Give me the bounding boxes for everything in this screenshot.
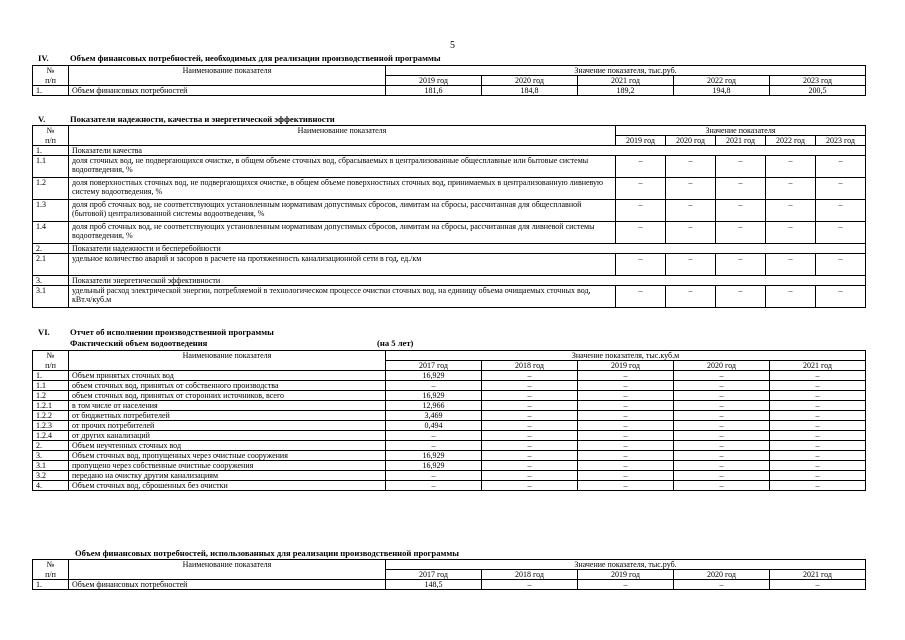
value-cell: – bbox=[578, 451, 674, 461]
value-cell: 16,929 bbox=[386, 461, 482, 471]
value-cell: – bbox=[770, 481, 866, 491]
year-header: 2023 год bbox=[816, 136, 866, 146]
value-cell: – bbox=[482, 580, 578, 590]
table-row bbox=[33, 254, 866, 276]
value-cell: – bbox=[770, 471, 866, 481]
indicator-name: Объем финансовых потребностей bbox=[69, 580, 386, 590]
value-cell: – bbox=[482, 411, 578, 421]
indicator-name: пропущено через собственные очистные сооружения bbox=[69, 461, 386, 471]
row-number: 1.2.3 bbox=[33, 421, 69, 431]
value-cell: – bbox=[386, 471, 482, 481]
value-cell: 16,929 bbox=[386, 371, 482, 381]
value-cell: – bbox=[716, 286, 766, 308]
row-number: 1.2.4 bbox=[33, 431, 69, 441]
col-num-header-2: п/п bbox=[33, 136, 69, 146]
section-4-heading bbox=[38, 53, 441, 63]
value-cell: – bbox=[674, 461, 770, 471]
value-cell: – bbox=[674, 431, 770, 441]
table-row bbox=[33, 156, 866, 178]
financial-used-table bbox=[32, 559, 866, 590]
row-number: 1. bbox=[33, 580, 69, 590]
value-cell: – bbox=[616, 254, 666, 276]
indicator-name: доля сточных вод, не подвергающихся очистке, в общем объеме сточных вод, сбрасываемых в централизованные общесплавные или бытовые системы водоотведения, % bbox=[69, 156, 616, 178]
value-cell: – bbox=[482, 481, 578, 491]
value-cell: – bbox=[674, 371, 770, 381]
table-row bbox=[33, 471, 866, 481]
value-cell: – bbox=[578, 381, 674, 391]
value-cell: – bbox=[770, 441, 866, 451]
col-name-header: Наименование показателя bbox=[69, 66, 386, 86]
year-header: 2020 год bbox=[674, 361, 770, 371]
row-number: 1. bbox=[33, 146, 69, 156]
indicator-name: Объем сточных вод, пропущенных через очистные сооружения bbox=[69, 451, 386, 461]
year-header: 2017 год bbox=[386, 361, 482, 371]
table-row bbox=[33, 451, 866, 461]
value-cell: – bbox=[666, 200, 716, 222]
value-cell: – bbox=[666, 156, 716, 178]
indicator-name: от бюджетных потребителей bbox=[69, 411, 386, 421]
year-header: 2019 год bbox=[616, 136, 666, 146]
value-cell: – bbox=[482, 371, 578, 381]
row-number: 2.1 bbox=[33, 254, 69, 276]
value-cell: – bbox=[770, 371, 866, 381]
value-cell: – bbox=[386, 441, 482, 451]
value-cell: – bbox=[766, 178, 816, 200]
value-cell: – bbox=[770, 421, 866, 431]
row-number: 1.4 bbox=[33, 222, 69, 244]
year-header: 2022 год bbox=[674, 76, 770, 86]
indicator-name: Объем финансовых потребностей bbox=[69, 86, 386, 96]
year-header: 2020 год bbox=[674, 570, 770, 580]
group-header-row bbox=[33, 244, 866, 254]
value-cell: – bbox=[616, 286, 666, 308]
value-cell: – bbox=[482, 451, 578, 461]
value-cell: – bbox=[674, 421, 770, 431]
value-cell: – bbox=[666, 222, 716, 244]
value-cell: – bbox=[766, 286, 816, 308]
table-row bbox=[33, 580, 866, 590]
col-num-header-2: п/п bbox=[33, 570, 69, 580]
value-cell: – bbox=[578, 371, 674, 381]
indicator-name: передано на очистку другим канализациям bbox=[69, 471, 386, 481]
row-number: 1. bbox=[33, 371, 69, 381]
value-cell: – bbox=[674, 411, 770, 421]
value-cell: – bbox=[816, 178, 866, 200]
value-cell: – bbox=[674, 381, 770, 391]
row-number: 1.3 bbox=[33, 200, 69, 222]
group-header-row bbox=[33, 276, 866, 286]
value-cell: – bbox=[674, 441, 770, 451]
value-cell: – bbox=[578, 421, 674, 431]
value-cell: – bbox=[666, 254, 716, 276]
value-cell: – bbox=[674, 471, 770, 481]
row-number: 1.2 bbox=[33, 178, 69, 200]
col-value-header: Значение показателя bbox=[616, 126, 866, 136]
year-header: 2021 год bbox=[716, 136, 766, 146]
value-cell: – bbox=[674, 481, 770, 491]
table-row bbox=[33, 178, 866, 200]
value-cell: – bbox=[766, 254, 816, 276]
value-cell: – bbox=[716, 254, 766, 276]
year-header: 2020 год bbox=[666, 136, 716, 146]
value-cell: – bbox=[482, 441, 578, 451]
value-cell: – bbox=[578, 481, 674, 491]
indicator-name: Объем принятых сточных вод bbox=[69, 371, 386, 381]
wastewater-volume-table bbox=[32, 350, 866, 491]
value-cell: 184,8 bbox=[482, 86, 578, 96]
value-cell: – bbox=[770, 381, 866, 391]
value-cell: – bbox=[674, 580, 770, 590]
col-num-header: № bbox=[33, 126, 69, 136]
section-7-title: Объем финансовых потребностей, использованных для реализации производственной программы bbox=[75, 548, 459, 558]
indicator-name: объем сточных вод, принятых от собственного производства bbox=[69, 381, 386, 391]
value-cell: 12,966 bbox=[386, 401, 482, 411]
value-cell: – bbox=[674, 451, 770, 461]
indicator-name: доля проб сточных вод, не соответствующих установленным нормативам допустимых сбросов, лимитам на сбросы, рассчитанная для ливневой системы водоотведения, % bbox=[69, 222, 616, 244]
value-cell: – bbox=[666, 286, 716, 308]
table-row bbox=[33, 441, 866, 451]
value-cell: – bbox=[578, 411, 674, 421]
year-header: 2018 год bbox=[482, 361, 578, 371]
indicator-name: объем сточных вод, принятых от сторонних источников, всего bbox=[69, 391, 386, 401]
year-header: 2019 год bbox=[578, 361, 674, 371]
value-cell: – bbox=[816, 156, 866, 178]
value-cell: 0,494 bbox=[386, 421, 482, 431]
table-row bbox=[33, 222, 866, 244]
col-name-header: Наименование показателя bbox=[69, 351, 386, 371]
section-6-subtitle-note: (на 5 лет) bbox=[377, 338, 414, 348]
value-cell: – bbox=[816, 286, 866, 308]
section-5-number: V. bbox=[38, 114, 46, 124]
indicator-name: Показатели энергетической эффективности bbox=[69, 276, 866, 286]
value-cell: – bbox=[386, 431, 482, 441]
value-cell: – bbox=[674, 391, 770, 401]
value-cell: – bbox=[770, 411, 866, 421]
value-cell: – bbox=[578, 441, 674, 451]
row-number: 2. bbox=[33, 441, 69, 451]
value-cell: – bbox=[578, 431, 674, 441]
value-cell: – bbox=[716, 156, 766, 178]
value-cell: – bbox=[766, 200, 816, 222]
year-header: 2021 год bbox=[770, 361, 866, 371]
year-header: 2023 год bbox=[770, 76, 866, 86]
section-5-heading bbox=[38, 114, 335, 124]
section-6-number: VI. bbox=[38, 327, 50, 337]
value-cell: – bbox=[386, 381, 482, 391]
value-cell: – bbox=[770, 391, 866, 401]
value-cell: 189,2 bbox=[578, 86, 674, 96]
row-number: 1.2.1 bbox=[33, 401, 69, 411]
value-cell: – bbox=[482, 421, 578, 431]
col-num-header-2: п/п bbox=[33, 76, 69, 86]
table-row bbox=[33, 481, 866, 491]
table-row bbox=[33, 371, 866, 381]
indicator-name: доля проб сточных вод, не соответствующих установленным нормативам допустимых сбросов, лимитам на сбросы, рассчитанная для общесплавной (бытовой) централизованной системы водоотведения, % bbox=[69, 200, 616, 222]
row-number: 3.1 bbox=[33, 461, 69, 471]
table-row bbox=[33, 200, 866, 222]
indicator-name: Объем сточных вод, сброшенных без очистки bbox=[69, 481, 386, 491]
value-cell: 194,8 bbox=[674, 86, 770, 96]
value-cell: 16,929 bbox=[386, 451, 482, 461]
value-cell: – bbox=[716, 178, 766, 200]
table-row bbox=[33, 431, 866, 441]
table-row bbox=[33, 286, 866, 308]
value-cell: 16,929 bbox=[386, 391, 482, 401]
value-cell: – bbox=[578, 471, 674, 481]
value-cell: – bbox=[482, 381, 578, 391]
indicator-name: от других канализаций bbox=[69, 431, 386, 441]
year-header: 2017 год bbox=[386, 570, 482, 580]
row-number: 1.2 bbox=[33, 391, 69, 401]
table-row bbox=[33, 411, 866, 421]
indicator-name: от прочих потребителей bbox=[69, 421, 386, 431]
col-value-header: Значение показателя, тыс.руб. bbox=[386, 66, 866, 76]
quality-indicators-table bbox=[32, 125, 866, 308]
value-cell: – bbox=[770, 461, 866, 471]
col-value-header: Значение показателя, тыс.руб. bbox=[386, 560, 866, 570]
value-cell: – bbox=[482, 391, 578, 401]
row-number: 3.1 bbox=[33, 286, 69, 308]
value-cell: – bbox=[770, 401, 866, 411]
year-header: 2019 год bbox=[386, 76, 482, 86]
financial-needs-table bbox=[32, 65, 866, 96]
value-cell: – bbox=[816, 254, 866, 276]
table-row bbox=[33, 421, 866, 431]
indicator-name: доля поверхностных сточных вод, не подвергающихся очистке, в общем объеме поверхностных сточных вод, принимаемых в централизованную ливневую систему водоотведения, % bbox=[69, 178, 616, 200]
group-header-row bbox=[33, 146, 866, 156]
value-cell: – bbox=[616, 200, 666, 222]
col-num-header: № bbox=[33, 66, 69, 76]
col-num-header: № bbox=[33, 560, 69, 570]
value-cell: 181,6 bbox=[386, 86, 482, 96]
value-cell: – bbox=[816, 200, 866, 222]
indicator-name: Объем неучтенных сточных вод bbox=[69, 441, 386, 451]
row-number: 2. bbox=[33, 244, 69, 254]
value-cell: – bbox=[766, 156, 816, 178]
value-cell: – bbox=[482, 461, 578, 471]
indicator-name: удельное количество аварий и засоров в расчете на протяженность канализационной сети в год, ед./км bbox=[69, 254, 616, 276]
table-row bbox=[33, 461, 866, 471]
col-num-header: № bbox=[33, 351, 69, 361]
value-cell: – bbox=[766, 222, 816, 244]
row-number: 1. bbox=[33, 86, 69, 96]
value-cell: – bbox=[482, 431, 578, 441]
value-cell: – bbox=[616, 222, 666, 244]
value-cell: – bbox=[770, 580, 866, 590]
year-header: 2018 год bbox=[482, 570, 578, 580]
value-cell: – bbox=[674, 401, 770, 411]
table-row bbox=[33, 401, 866, 411]
indicator-name: Показатели надежности и бесперебойности bbox=[69, 244, 866, 254]
year-header: 2020 год bbox=[482, 76, 578, 86]
value-cell: – bbox=[666, 178, 716, 200]
indicator-name: удельный расход электрической энергии, потребляемой в технологическом процессе очистки сточных вод, на единицу объема очищаемых сточных вод, кВт.ч/куб.м bbox=[69, 286, 616, 308]
row-number: 3. bbox=[33, 451, 69, 461]
value-cell: – bbox=[482, 471, 578, 481]
value-cell: – bbox=[770, 451, 866, 461]
table-row bbox=[33, 86, 866, 96]
section-6-subtitle: Фактический объем водоотведения bbox=[70, 338, 208, 348]
col-value-header: Значение показателя, тыс.куб.м bbox=[386, 351, 866, 361]
row-number: 3. bbox=[33, 276, 69, 286]
value-cell: – bbox=[616, 156, 666, 178]
value-cell: – bbox=[482, 401, 578, 411]
value-cell: 200,5 bbox=[770, 86, 866, 96]
value-cell: – bbox=[578, 580, 674, 590]
table-row bbox=[33, 391, 866, 401]
value-cell: – bbox=[716, 200, 766, 222]
col-name-header: Наименование показателя bbox=[69, 560, 386, 580]
table-row bbox=[33, 381, 866, 391]
row-number: 1.1 bbox=[33, 381, 69, 391]
section-6-heading bbox=[38, 327, 274, 337]
year-header: 2021 год bbox=[770, 570, 866, 580]
value-cell: – bbox=[386, 481, 482, 491]
value-cell: 3,469 bbox=[386, 411, 482, 421]
indicator-name: в том числе от населения bbox=[69, 401, 386, 411]
row-number: 1.2.2 bbox=[33, 411, 69, 421]
section-4-title: Объем финансовых потребностей, необходимых для реализации производственной программы bbox=[70, 53, 441, 63]
row-number: 1.1 bbox=[33, 156, 69, 178]
section-6-title: Отчет об исполнении производственной программы bbox=[70, 327, 274, 337]
value-cell: – bbox=[616, 178, 666, 200]
indicator-name: Показатели качества bbox=[69, 146, 866, 156]
value-cell: 148,5 bbox=[386, 580, 482, 590]
page-number: 5 bbox=[450, 40, 455, 51]
col-num-header-2: п/п bbox=[33, 361, 69, 371]
year-header: 2022 год bbox=[766, 136, 816, 146]
value-cell: – bbox=[578, 461, 674, 471]
value-cell: – bbox=[816, 222, 866, 244]
value-cell: – bbox=[716, 222, 766, 244]
year-header: 2021 год bbox=[578, 76, 674, 86]
section-4-number: IV. bbox=[38, 53, 49, 63]
row-number: 4. bbox=[33, 481, 69, 491]
year-header: 2019 год bbox=[578, 570, 674, 580]
value-cell: – bbox=[770, 431, 866, 441]
section-5-title: Показатели надежности, качества и энергетической эффективности bbox=[70, 114, 335, 124]
col-name-header: Наименование показателя bbox=[69, 126, 616, 146]
row-number: 3.2 bbox=[33, 471, 69, 481]
value-cell: – bbox=[578, 401, 674, 411]
value-cell: – bbox=[578, 391, 674, 401]
